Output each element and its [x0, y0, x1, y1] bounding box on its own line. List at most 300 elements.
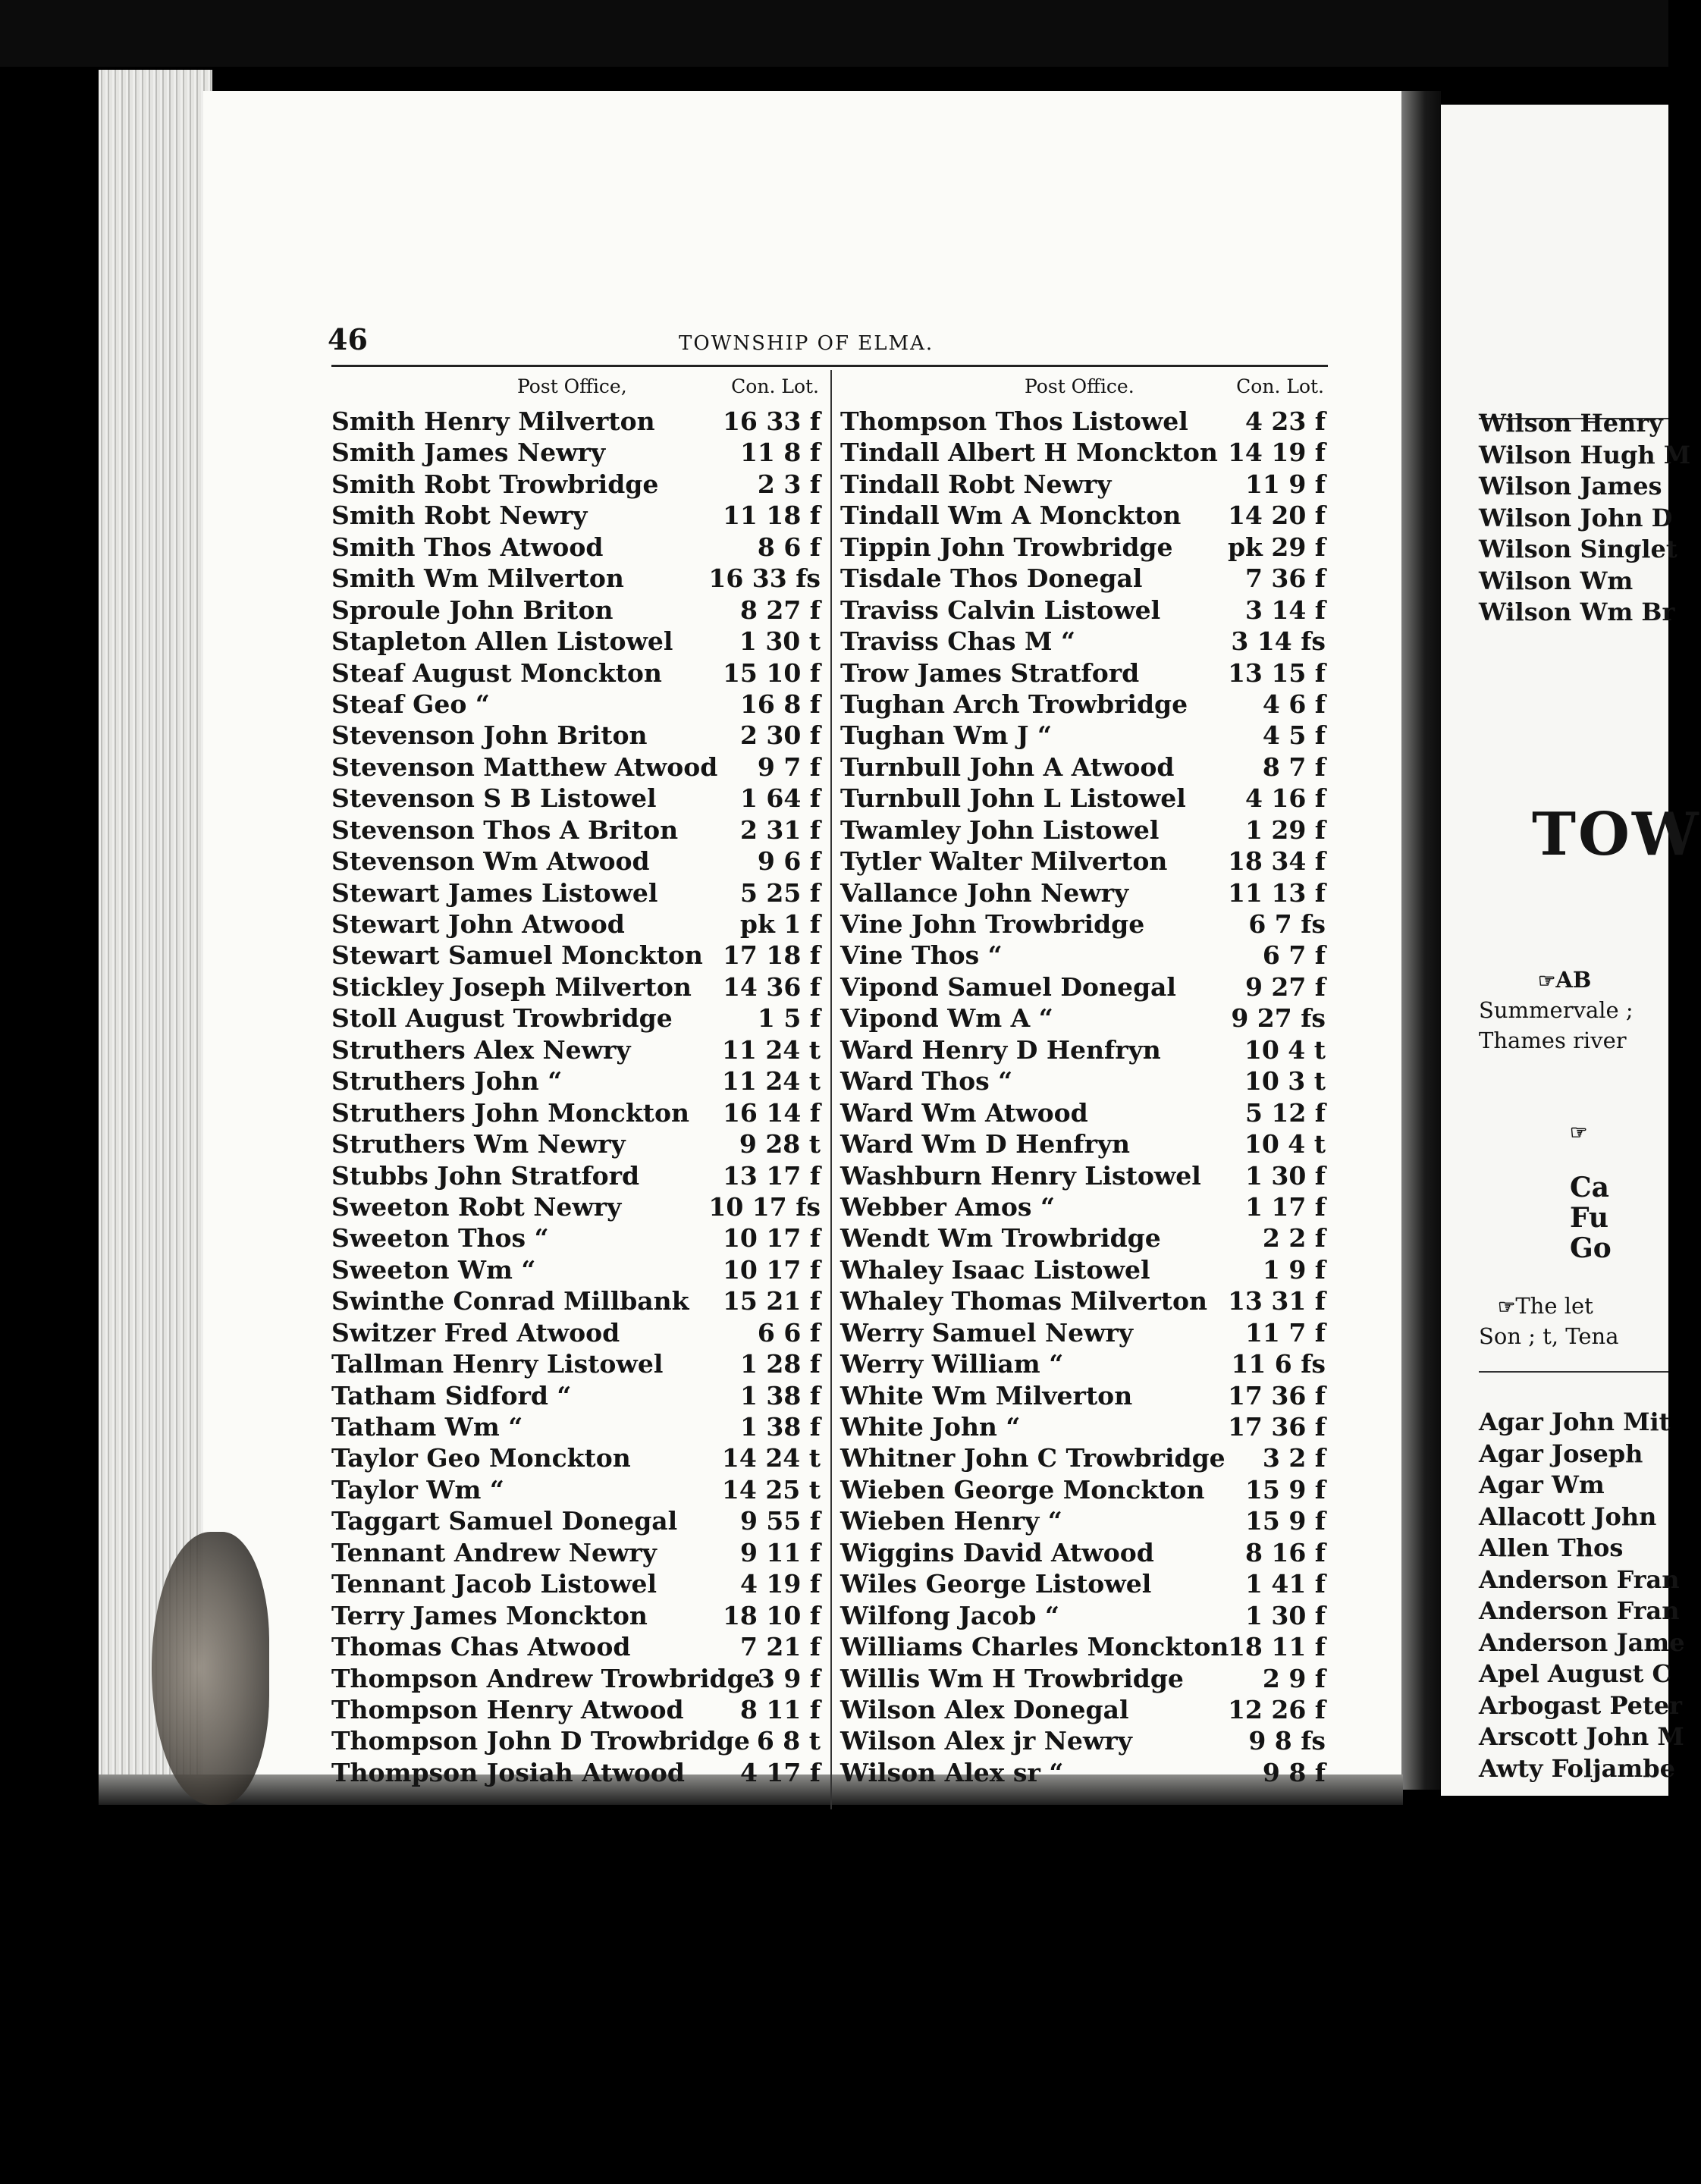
directory-entry [840, 1568, 1333, 1599]
resident-name: Werry Samuel Newry [840, 1317, 1134, 1348]
directory-entry [840, 1128, 1333, 1159]
resident-name: Washburn Henry Listowel [840, 1160, 1201, 1191]
con-lot-value: 10 4 t [1244, 1034, 1326, 1065]
right-entries [840, 406, 1333, 1788]
con-lot-header: Con. Lot. [731, 375, 819, 397]
directory-entry [331, 1694, 828, 1725]
resident-name: Twamley John Listowel [840, 814, 1160, 845]
directory-entry [331, 752, 828, 783]
con-lot-value: pk 1 f [739, 909, 821, 939]
con-lot-value: 1 64 f [739, 783, 821, 814]
facing-entry: Allen Thos [1479, 1533, 1624, 1562]
facing-big-line: Go [1570, 1232, 1612, 1264]
facing-entry: Wilson James [1479, 472, 1662, 500]
con-lot-value: 5 25 f [739, 877, 821, 908]
con-lot-value: 1 29 f [1244, 814, 1326, 845]
resident-name: Wiggins David Atwood [840, 1537, 1154, 1567]
facing-note-ab [1538, 967, 1591, 993]
con-lot-value: 1 30 f [1244, 1600, 1326, 1630]
con-lot-value: 1 17 f [1244, 1191, 1326, 1222]
resident-name: Thompson Thos Listowel [840, 406, 1188, 436]
facing-note-line1: Summervale ; [1479, 997, 1634, 1023]
resident-name: Tennant Jacob Listowel [331, 1569, 657, 1599]
con-lot-value: 4 5 f [1262, 720, 1326, 751]
pointing-hand-icon: ☞ [1498, 1296, 1516, 1319]
facing-entry: Allacott John [1479, 1502, 1657, 1531]
directory-entry [840, 940, 1333, 971]
con-lot-value: 2 30 f [739, 720, 821, 751]
resident-name: Stewart Samuel Monckton [331, 940, 703, 971]
resident-name: Tatham Sidford “ [331, 1380, 572, 1410]
left-column [331, 375, 828, 1788]
resident-name: Ward Henry D Henfryn [840, 1034, 1161, 1065]
con-lot-value: 1 9 f [1262, 1254, 1326, 1285]
directory-entry [331, 1160, 828, 1191]
directory-entry [840, 783, 1333, 814]
resident-name: Whaley Thomas Milverton [840, 1286, 1207, 1316]
resident-name: Tughan Wm J “ [840, 720, 1053, 751]
directory-entry [840, 1003, 1333, 1034]
con-lot-value: 16 14 f [722, 1097, 821, 1128]
con-lot-value: 2 2 f [1262, 1223, 1326, 1254]
thumb-shadow [152, 1532, 269, 1805]
resident-name: Whitner John C Trowbridge [840, 1443, 1226, 1473]
facing-entry: Agar Joseph [1479, 1439, 1643, 1468]
resident-name: White John “ [840, 1412, 1021, 1442]
resident-name: Vipond Samuel Donegal [840, 971, 1176, 1002]
con-lot-value: 1 30 t [739, 626, 821, 657]
con-lot-value: 17 36 f [1227, 1412, 1326, 1442]
directory-entry [840, 814, 1333, 846]
resident-name: Trow James Stratford [840, 657, 1140, 688]
facing-entry: Wilson Hugh M [1479, 440, 1691, 469]
resident-name: Wieben Henry “ [840, 1506, 1062, 1536]
resident-name: Steaf August Monckton [331, 657, 662, 688]
con-lot-value: 4 6 f [1262, 689, 1326, 719]
resident-name: Taylor Geo Monckton [331, 1443, 631, 1473]
con-lot-value: 2 9 f [1262, 1663, 1326, 1693]
resident-name: Turnbull John A Atwood [840, 752, 1175, 782]
directory-entry [840, 689, 1333, 720]
directory-entry [840, 532, 1333, 563]
directory-entry [840, 1222, 1333, 1254]
directory-entry [331, 814, 828, 846]
resident-name: Stevenson Thos A Briton [331, 814, 679, 845]
directory-entry [840, 595, 1333, 626]
con-lot-value: 10 4 t [1244, 1129, 1326, 1159]
con-lot-value: 16 33 fs [708, 563, 821, 594]
resident-name: Smith Henry Milverton [331, 406, 655, 436]
resident-name: Tallman Henry Listowel [331, 1349, 664, 1379]
directory-entry [331, 940, 828, 971]
post-office-header: Post Office, [517, 375, 627, 397]
resident-name: Thomas Chas Atwood [331, 1632, 631, 1662]
directory-entry [840, 877, 1333, 908]
directory-entry [840, 1317, 1333, 1348]
directory-entry [840, 1663, 1333, 1694]
resident-name: Whaley Isaac Listowel [840, 1254, 1150, 1285]
facing-note-let [1498, 1293, 1593, 1319]
resident-name: Switzer Fred Atwood [331, 1317, 620, 1348]
resident-name: Thompson John D Trowbridge [331, 1726, 750, 1756]
con-lot-value: 1 38 f [739, 1380, 821, 1410]
con-lot-value: 1 5 f [757, 1003, 821, 1034]
resident-name: Wilfong Jacob “ [840, 1600, 1059, 1630]
con-lot-value: 4 23 f [1244, 406, 1326, 436]
directory-entry [840, 1505, 1333, 1536]
resident-name: Vallance John Newry [840, 877, 1129, 908]
page-number: 46 [328, 322, 368, 356]
facing-entry: Arbogast Peter [1479, 1690, 1683, 1720]
resident-name: Williams Charles Monckton [840, 1632, 1229, 1662]
resident-name: Stapleton Allen Listowel [331, 626, 673, 657]
facing-entry: Anderson Fran [1479, 1564, 1680, 1594]
facing-entry: Wilson Wm [1479, 566, 1634, 595]
directory-entry [840, 1411, 1333, 1442]
right-column-header [840, 375, 1333, 406]
directory-entry [840, 469, 1333, 500]
con-lot-value: 8 11 f [739, 1694, 821, 1724]
directory-entry [840, 1694, 1333, 1725]
resident-name: Sweeton Wm “ [331, 1254, 536, 1285]
directory-entry [331, 1568, 828, 1599]
directory-entry [331, 1631, 828, 1662]
facing-entry: Awty Foljambe [1479, 1753, 1675, 1783]
facing-entry: Wilson Wm Br [1479, 598, 1675, 626]
scan-background [0, 0, 1668, 67]
con-lot-value: 15 9 f [1244, 1474, 1326, 1505]
resident-name: Sproule John Briton [331, 595, 614, 625]
book-gutter [1401, 91, 1441, 1790]
directory-entry [840, 657, 1333, 689]
con-lot-value: 11 9 f [1244, 469, 1326, 499]
con-lot-value: 14 19 f [1227, 438, 1326, 468]
facing-page-top-entries [1479, 408, 1691, 629]
con-lot-value: pk 29 f [1227, 532, 1326, 562]
post-office-header: Post Office. [1025, 375, 1135, 397]
con-lot-value: 15 10 f [722, 657, 821, 688]
directory-entry [840, 971, 1333, 1003]
note-ab-text: AB [1555, 967, 1592, 993]
directory-entry [840, 1034, 1333, 1065]
resident-name: Terry James Monckton [331, 1600, 648, 1630]
directory-entry [331, 1663, 828, 1694]
resident-name: Wilson Alex sr “ [840, 1757, 1064, 1787]
directory-entry [331, 1317, 828, 1348]
con-lot-value: 11 8 f [739, 438, 821, 468]
facing-big-line: Ca [1570, 1172, 1609, 1203]
directory-entry [331, 1065, 828, 1097]
facing-entry: Wilson Singlet [1479, 535, 1677, 563]
resident-name: Smith Wm Milverton [331, 563, 624, 594]
resident-name: Struthers John Monckton [331, 1097, 689, 1128]
directory-entry [331, 500, 828, 531]
con-lot-value: 14 36 f [722, 971, 821, 1002]
directory-entry [840, 1160, 1333, 1191]
con-lot-value: 1 28 f [739, 1349, 821, 1379]
con-lot-value: 11 13 f [1227, 877, 1326, 908]
resident-name: Traviss Calvin Listowel [840, 595, 1161, 625]
con-lot-value: 9 7 f [757, 752, 821, 782]
facing-entry: Wilson Henry [1479, 409, 1663, 438]
resident-name: Steaf Geo “ [331, 689, 490, 719]
con-lot-value: 8 6 f [757, 532, 821, 562]
con-lot-value: 9 8 f [1262, 1757, 1326, 1787]
resident-name: Tindall Wm A Monckton [840, 500, 1182, 531]
directory-entry [840, 1725, 1333, 1756]
resident-name: Smith Robt Trowbridge [331, 469, 659, 499]
con-lot-value: 8 16 f [1244, 1537, 1326, 1567]
directory-entry [331, 1348, 828, 1379]
directory-entry [331, 1285, 828, 1316]
directory-entry [331, 971, 828, 1003]
con-lot-value: 11 18 f [722, 500, 821, 531]
facing-entry: Anderson Jame [1479, 1627, 1685, 1657]
resident-name: Wilson Alex jr Newry [840, 1726, 1132, 1756]
resident-name: White Wm Milverton [840, 1380, 1133, 1410]
directory-entry [840, 1380, 1333, 1411]
directory-entry [331, 689, 828, 720]
con-lot-value: 14 25 t [721, 1474, 821, 1505]
resident-name: Stickley Joseph Milverton [331, 971, 692, 1002]
con-lot-value: 4 16 f [1244, 783, 1326, 814]
facing-entry: Agar Wm [1479, 1470, 1605, 1499]
resident-name: Tisdale Thos Donegal [840, 563, 1143, 594]
con-lot-value: 16 33 f [722, 406, 821, 436]
con-lot-value: 4 19 f [739, 1569, 821, 1599]
directory-entry [331, 469, 828, 500]
con-lot-value: 1 41 f [1244, 1569, 1326, 1599]
con-lot-value: 13 15 f [1227, 657, 1326, 688]
directory-entry [331, 1474, 828, 1505]
facing-note-line2: Thames river [1479, 1028, 1627, 1053]
pointing-hand-icon: ☞ [1538, 970, 1556, 993]
directory-entry [840, 1474, 1333, 1505]
con-lot-value: 16 8 f [739, 689, 821, 719]
directory-entry [331, 1034, 828, 1065]
resident-name: Wilson Alex Donegal [840, 1694, 1129, 1724]
directory-entry [840, 720, 1333, 751]
con-lot-value: 18 34 f [1227, 846, 1326, 877]
con-lot-value: 6 7 fs [1248, 909, 1326, 939]
con-lot-value: 9 27 f [1244, 971, 1326, 1002]
directory-entry [331, 783, 828, 814]
resident-name: Stevenson Wm Atwood [331, 846, 650, 877]
directory-entry [331, 1191, 828, 1222]
con-lot-value: 9 11 f [739, 1537, 821, 1567]
resident-name: Stewart James Listowel [331, 877, 658, 908]
directory-entry [331, 1757, 828, 1788]
directory-entry [331, 1380, 828, 1411]
column-divider [830, 370, 832, 1809]
resident-name: Sweeton Thos “ [331, 1223, 549, 1254]
con-lot-value: 12 26 f [1227, 1694, 1326, 1724]
directory-entry [840, 563, 1333, 594]
con-lot-value: 1 30 f [1244, 1160, 1326, 1191]
note-let-text: The let [1515, 1293, 1593, 1319]
con-lot-value: 7 21 f [739, 1632, 821, 1662]
facing-big-line: Fu [1570, 1202, 1609, 1234]
resident-name: Vine Thos “ [840, 940, 1003, 971]
resident-name: Ward Wm D Henfryn [840, 1129, 1131, 1159]
directory-entry [840, 846, 1333, 877]
resident-name: Wendt Wm Trowbridge [840, 1223, 1161, 1254]
directory-entry [331, 1222, 828, 1254]
con-lot-value: 3 9 f [757, 1663, 821, 1693]
con-lot-value: 11 6 fs [1231, 1349, 1326, 1379]
con-lot-value: 4 17 f [739, 1757, 821, 1787]
resident-name: Vipond Wm A “ [840, 1003, 1053, 1034]
directory-entry [331, 1003, 828, 1034]
resident-name: Tindall Robt Newry [840, 469, 1112, 499]
resident-name: Thompson Josiah Atwood [331, 1757, 685, 1787]
con-lot-value: 7 36 f [1244, 563, 1326, 594]
directory-entry [331, 1537, 828, 1568]
resident-name: Sweeton Robt Newry [331, 1191, 622, 1222]
directory-entry [840, 1285, 1333, 1316]
directory-entry [331, 720, 828, 751]
facing-page-rule-2 [1479, 1371, 1668, 1373]
directory-entry [331, 626, 828, 657]
resident-name: Tytler Walter Milverton [840, 846, 1168, 877]
directory-entry [331, 877, 828, 908]
directory-entry [331, 1254, 828, 1285]
con-lot-value: 14 24 t [721, 1443, 821, 1473]
facing-entry: Wilson John D [1479, 503, 1673, 532]
con-lot-value: 6 8 t [756, 1726, 821, 1756]
con-lot-value: 17 36 f [1227, 1380, 1326, 1410]
directory-entry [331, 1600, 828, 1631]
resident-name: Traviss Chas M “ [840, 626, 1075, 657]
directory-entry [331, 1725, 828, 1756]
directory-entry [840, 1065, 1333, 1097]
directory-entry [331, 437, 828, 468]
con-lot-value: 10 17 fs [708, 1191, 821, 1222]
con-lot-value: 9 28 t [739, 1129, 821, 1159]
resident-name: Swinthe Conrad Millbank [331, 1286, 689, 1316]
resident-name: Tughan Arch Trowbridge [840, 689, 1188, 719]
resident-name: Taggart Samuel Donegal [331, 1506, 678, 1536]
directory-entry [331, 406, 828, 437]
directory-entry [331, 532, 828, 563]
facing-entry: Anderson Fran [1479, 1596, 1680, 1625]
directory-entry [331, 1128, 828, 1159]
con-lot-value: 15 9 f [1244, 1506, 1326, 1536]
resident-name: Werry William “ [840, 1349, 1064, 1379]
resident-name: Struthers John “ [331, 1066, 563, 1097]
directory-entry [331, 1442, 828, 1473]
facing-entry: Agar John Mit [1479, 1407, 1671, 1436]
con-lot-value: 10 17 f [722, 1223, 821, 1254]
directory-entry [331, 1505, 828, 1536]
con-lot-value: 18 11 f [1227, 1632, 1326, 1662]
con-lot-value: 3 14 fs [1231, 626, 1326, 657]
resident-name: Taylor Wm “ [331, 1474, 504, 1505]
resident-name: Wieben George Monckton [840, 1474, 1205, 1505]
con-lot-value: 6 6 f [757, 1317, 821, 1348]
directory-entry [331, 563, 828, 594]
resident-name: Ward Wm Atwood [840, 1097, 1088, 1128]
resident-name: Tennant Andrew Newry [331, 1537, 657, 1567]
directory-entry [840, 1631, 1333, 1662]
running-head: TOWNSHIP OF ELMA. [679, 332, 934, 355]
con-lot-value: 14 20 f [1227, 500, 1326, 531]
pointing-hand-icon: ☞ [1570, 1122, 1588, 1144]
con-lot-value: 1 38 f [739, 1412, 821, 1442]
directory-entry [840, 908, 1333, 940]
resident-name: Tippin John Trowbridge [840, 532, 1173, 562]
con-lot-value: 2 3 f [757, 469, 821, 499]
resident-name: Struthers Alex Newry [331, 1034, 631, 1065]
directory-entry [840, 437, 1333, 468]
resident-name: Smith Robt Newry [331, 500, 588, 531]
directory-entry [840, 1348, 1333, 1379]
con-lot-value: 5 12 f [1244, 1097, 1326, 1128]
con-lot-value: 8 27 f [739, 595, 821, 625]
resident-name: Turnbull John L Listowel [840, 783, 1186, 814]
facing-page-heading: TOW [1532, 800, 1701, 869]
con-lot-value: 3 2 f [1262, 1443, 1326, 1473]
page-edge-stack [99, 70, 212, 1790]
resident-name: Stoll August Trowbridge [331, 1003, 673, 1034]
resident-name: Wiles George Listowel [840, 1569, 1152, 1599]
facing-note-son: Son ; t, Tena [1479, 1323, 1619, 1349]
directory-entry [331, 595, 828, 626]
con-lot-value: 9 6 f [757, 846, 821, 877]
con-lot-value: 9 27 fs [1231, 1003, 1326, 1034]
con-lot-value: 13 17 f [722, 1160, 821, 1191]
con-lot-value: 11 7 f [1244, 1317, 1326, 1348]
con-lot-value: 10 3 t [1244, 1066, 1326, 1097]
con-lot-value: 9 55 f [739, 1506, 821, 1536]
resident-name: Stubbs John Stratford [331, 1160, 640, 1191]
resident-name: Struthers Wm Newry [331, 1129, 626, 1159]
con-lot-value: 11 24 t [721, 1066, 821, 1097]
directory-entry [840, 500, 1333, 531]
resident-name: Tindall Albert H Monckton [840, 438, 1218, 468]
con-lot-value: 3 14 f [1244, 595, 1326, 625]
resident-name: Willis Wm H Trowbridge [840, 1663, 1184, 1693]
directory-entry [840, 1537, 1333, 1568]
resident-name: Thompson Henry Atwood [331, 1694, 684, 1724]
directory-entry [331, 1411, 828, 1442]
directory-entry [840, 1254, 1333, 1285]
resident-name: Smith James Newry [331, 438, 606, 468]
con-lot-value: 8 7 f [1262, 752, 1326, 782]
resident-name: Tatham Wm “ [331, 1412, 523, 1442]
resident-name: Vine John Trowbridge [840, 909, 1145, 939]
con-lot-value: 10 17 f [722, 1254, 821, 1285]
resident-name: Stevenson John Briton [331, 720, 648, 751]
header-rule [331, 365, 1328, 367]
left-entries [331, 406, 828, 1788]
resident-name: Smith Thos Atwood [331, 532, 604, 562]
directory-entry [331, 1097, 828, 1128]
facing-page-bottom-entries [1479, 1407, 1685, 1784]
resident-name: Stevenson S B Listowel [331, 783, 657, 814]
directory-entry [840, 752, 1333, 783]
con-lot-value: 13 31 f [1227, 1286, 1326, 1316]
con-lot-header: Con. Lot. [1236, 375, 1324, 397]
resident-name: Stevenson Matthew Atwood [331, 752, 718, 782]
left-column-header [331, 375, 828, 406]
resident-name: Stewart John Atwood [331, 909, 625, 939]
con-lot-value: 11 24 t [721, 1034, 821, 1065]
resident-name: Ward Thos “ [840, 1066, 1013, 1097]
directory-entry [331, 908, 828, 940]
directory-entry [331, 657, 828, 689]
con-lot-value: 17 18 f [722, 940, 821, 971]
